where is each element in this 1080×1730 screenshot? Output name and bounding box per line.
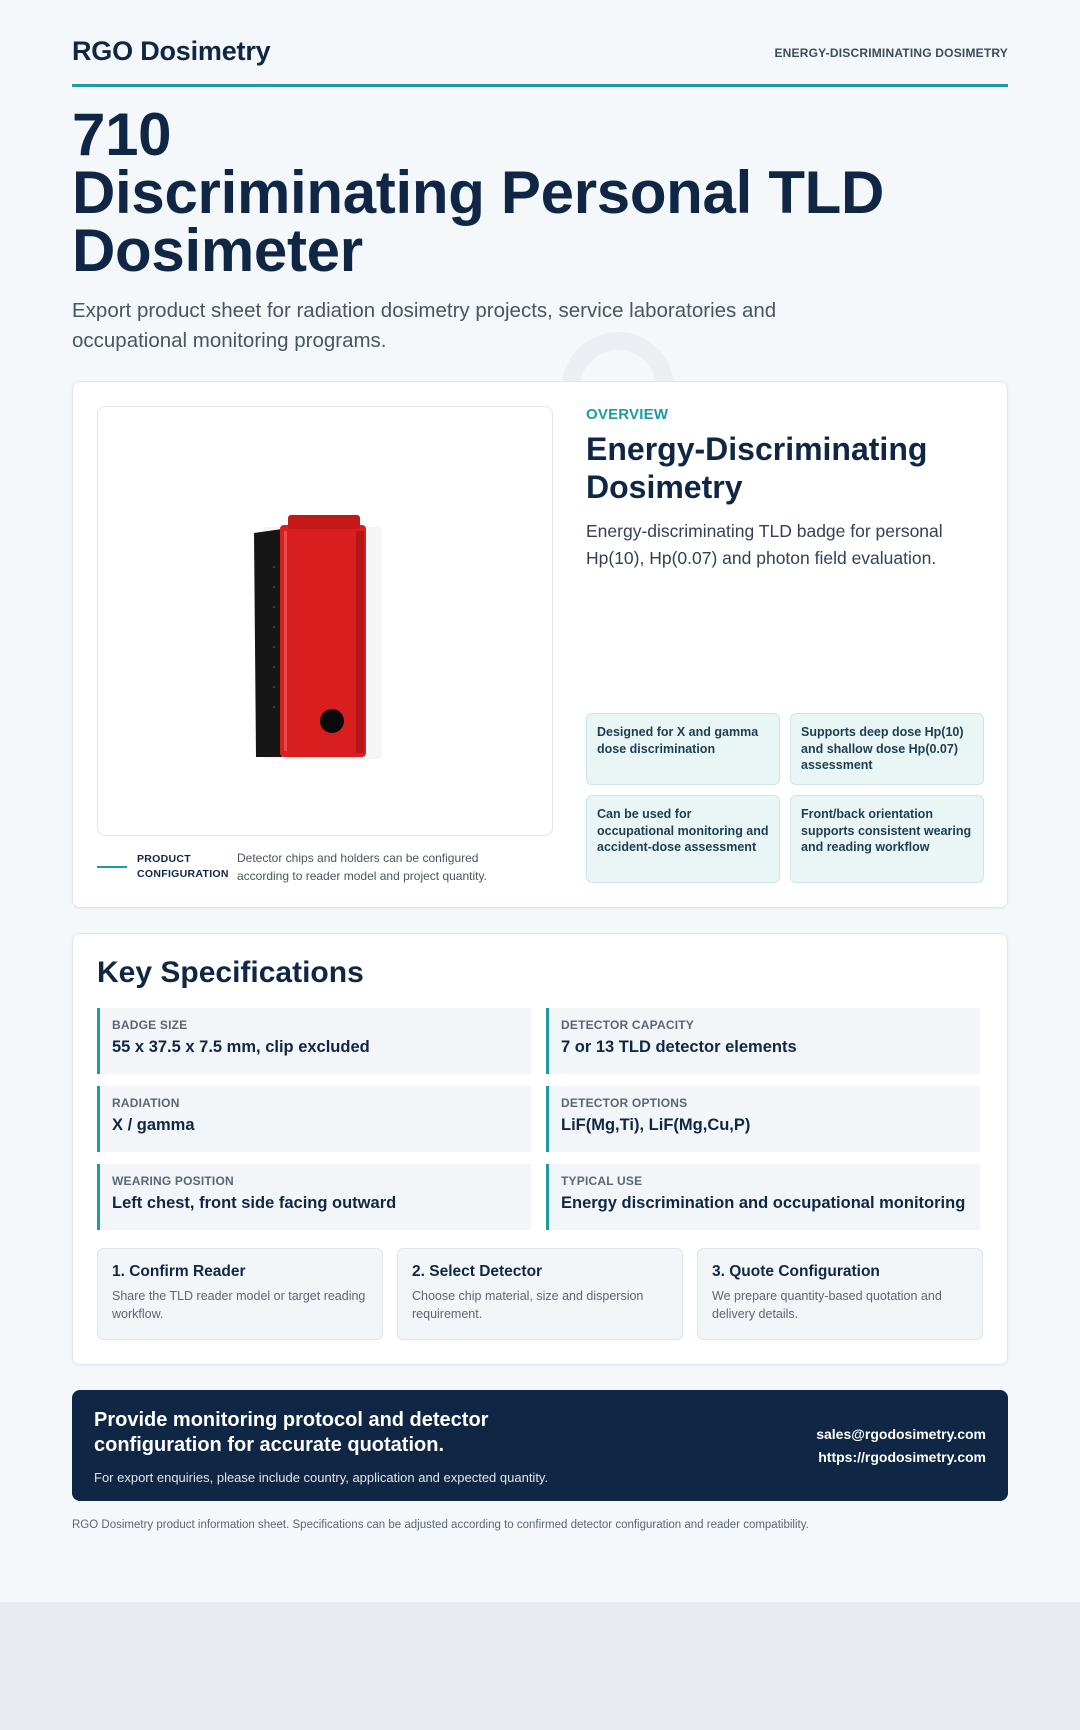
spec-value: 55 x 37.5 x 7.5 mm, clip excluded <box>112 1038 370 1056</box>
spec-label: DETECTOR CAPACITY <box>561 1018 694 1032</box>
step-description: Choose chip material, size and dispersion requirement. <box>412 1289 644 1321</box>
spec-item <box>546 1008 980 1074</box>
contact-email-link[interactable]: sales@rgodosimetry.com <box>816 1426 986 1442</box>
configuration-label: PRODUCT CONFIGURATION <box>137 853 229 880</box>
spec-label: DETECTOR OPTIONS <box>561 1096 688 1110</box>
feature-tile: Designed for X and gamma dose discrimination <box>586 713 780 785</box>
feature-tile: Front/back orientation supports consistent wearing and reading workflow <box>790 795 984 883</box>
specifications-title: Key Specifications <box>97 956 364 989</box>
feature-tile: Can be used for occupational monitoring and accident-dose assessment <box>586 795 780 883</box>
spec-value: Energy discrimination and occupational monitoring <box>561 1194 966 1212</box>
key-specifications-card <box>72 933 1008 1365</box>
page-header <box>72 36 1008 87</box>
contact-subtext: For export enquiries, please include country, application and expected quantity. <box>94 1470 549 1485</box>
title-line-2: Discriminating Personal TLD <box>72 159 885 226</box>
title-line-3: Dosimeter <box>72 217 363 284</box>
step-title: 2. Select Detector <box>412 1263 543 1280</box>
spec-item <box>97 1008 531 1074</box>
page-title <box>72 101 885 284</box>
spec-value: LiF(Mg,Ti), LiF(Mg,Cu,P) <box>561 1116 751 1134</box>
contact-headline: Provide monitoring protocol and detector configuration for accurate quotation. <box>94 1409 489 1456</box>
overview-description: Energy-discriminating TLD badge for personal Hp(10), Hp(0.07) and photon field evaluation. <box>586 521 943 568</box>
process-step <box>97 1248 383 1340</box>
tld-badge-image <box>248 507 388 773</box>
overview-title: Energy-Discriminating Dosimetry <box>586 431 928 505</box>
title-model-number: 710 <box>72 101 172 168</box>
spec-item <box>546 1164 980 1230</box>
contact-website-link[interactable]: https://rgodosimetry.com <box>818 1449 986 1465</box>
configuration-text: Detector chips and holders can be configured according to reader model and project quantity. <box>237 851 487 883</box>
footnote: RGO Dosimetry product information sheet. Specifications can be adjusted according to confirmed detector configuration and reader compatibility. <box>72 1519 809 1531</box>
spec-label: RADIATION <box>112 1096 180 1110</box>
step-title: 3. Quote Configuration <box>712 1263 880 1280</box>
overview-eyebrow: OVERVIEW <box>586 406 669 423</box>
spec-value: X / gamma <box>112 1116 195 1134</box>
spec-label: WEARING POSITION <box>112 1174 234 1188</box>
spec-item <box>97 1086 531 1152</box>
process-step <box>697 1248 983 1340</box>
spec-label: TYPICAL USE <box>561 1174 643 1188</box>
feature-tile: Supports deep dose Hp(10) and shallow dose Hp(0.07) assessment <box>790 713 984 785</box>
overview-card <box>72 381 1008 908</box>
step-description: Share the TLD reader model or target reading workflow. <box>112 1289 366 1321</box>
header-tagline: ENERGY-DISCRIMINATING DOSIMETRY <box>774 46 1008 60</box>
configuration-accent-line <box>97 866 127 868</box>
spec-value: 7 or 13 TLD detector elements <box>561 1038 797 1056</box>
step-title: 1. Confirm Reader <box>112 1263 246 1280</box>
spec-value: Left chest, front side facing outward <box>112 1194 397 1212</box>
contact-banner <box>72 1390 1008 1501</box>
process-step <box>397 1248 683 1340</box>
brand-logo-text: RGO Dosimetry <box>72 36 271 66</box>
page-subtitle: Export product sheet for radiation dosimetry projects, service laboratories and occupational monitoring programs. <box>72 299 777 352</box>
product-image-frame <box>97 406 553 836</box>
spec-item <box>546 1086 980 1152</box>
step-description: We prepare quantity-based quotation and delivery details. <box>712 1289 942 1321</box>
spec-label: BADGE SIZE <box>112 1018 188 1032</box>
spec-item <box>97 1164 531 1230</box>
